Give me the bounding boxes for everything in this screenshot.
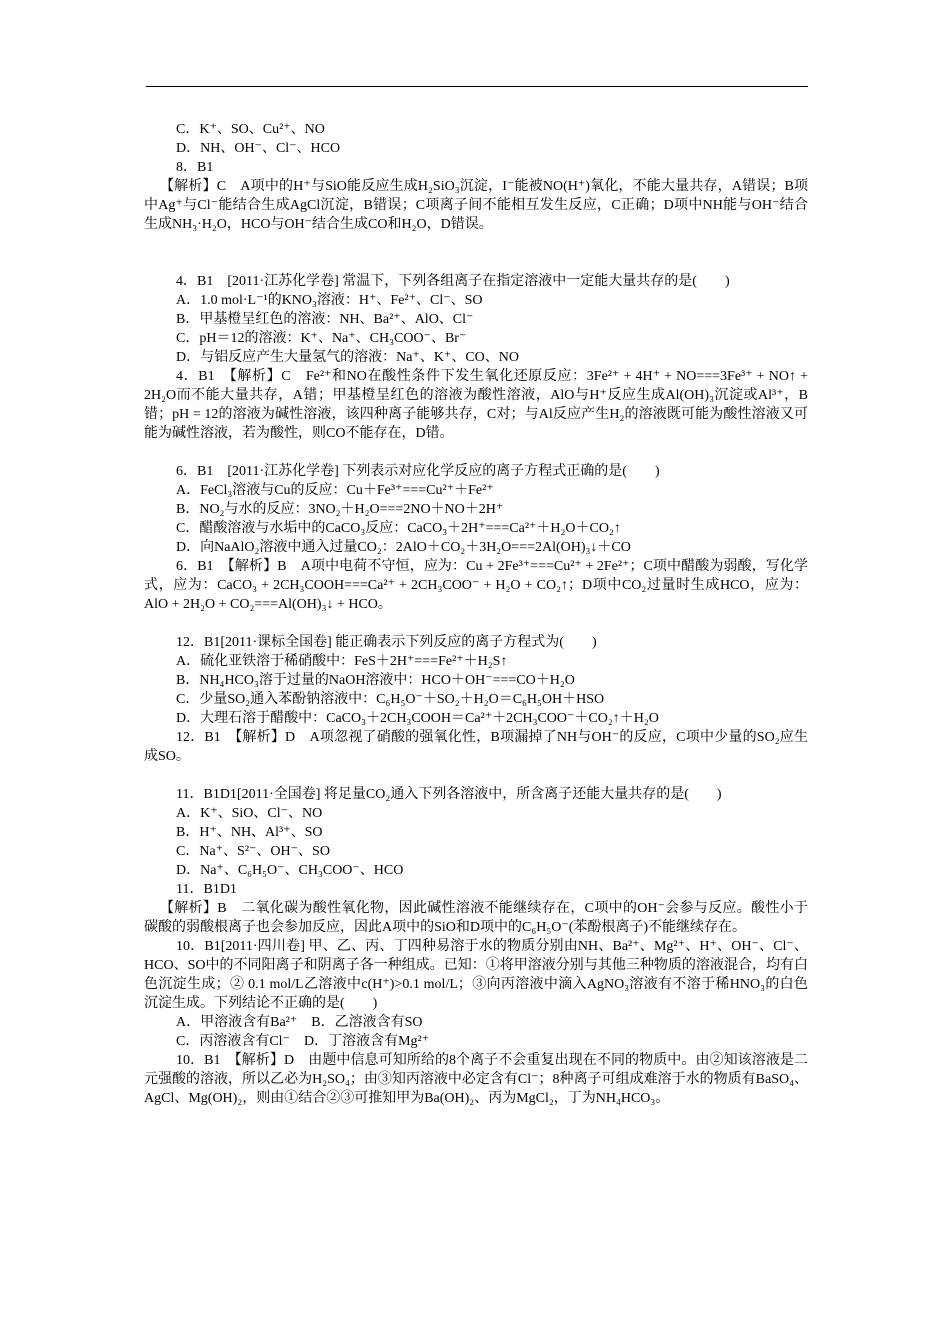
question-4: 4．B1 [2011·江苏化学卷] 常温下，下列各组离子在指定溶液中一定能大量共存的是( ) [176, 274, 730, 289]
solution-paragraph: 【解析】C A项中的H⁺与SiO能反应生成H₂SiO₃沉淀，I⁻能被NO(H⁺)氧化，不能大量共存，A错误；B项中Ag⁺与Cl⁻能结合生成AgCl沉淀，B错误；C项离子间不能相互发生反应，C正确；D项中NH能与OH⁻结合生成NH₃·H₂O，HCO与OH⁻结合生成CO和H₂O，D错误。 [144, 179, 808, 232]
option-line: B．NO₂与水的反应：3NO₂＋H₂O===2NO＋NO＋2H⁺ [176, 502, 504, 517]
option-line: B．甲基橙呈红色的溶液：NH、Ba²⁺、AlO、Cl⁻ [176, 312, 474, 327]
option-line: D．大理石溶于醋酸中：CaCO₃＋2CH₃COOH＝Ca²⁺＋2CH₃COO⁻＋CO₂↑＋H₂O [176, 711, 659, 726]
option-line: C．pH＝12的溶液：K⁺、Na⁺、CH₃COO⁻、Br⁻ [176, 331, 467, 346]
question-11: 11．B1D1[2011·全国卷] 将足量CO₂通入下列各溶液中，所含离子还能大量共存的是( ) [176, 787, 722, 802]
solution-paragraph: 10．B1 【解析】D 由题中信息可知所给的8个离子不会重复出现在不同的物质中。由②知该溶液是二元强酸的溶液，所以乙必为H₂SO₄；由③知丙溶液中必定含有Cl⁻；8种离子可组成难溶于水的物质有BaSO₄、AgCl、Mg(OH)₂，则由①结合②③可推知甲为Ba(OH)₂、丙为MgCl₂，丁为NH₄HCO₃。 [144, 1053, 808, 1106]
text-line: D．NH、OH⁻、Cl⁻、HCO [176, 141, 341, 156]
solution-paragraph: 【解析】B 二氧化碳为酸性氧化物，因此碱性溶液不能继续存在，C项中的OH⁻会参与反应。酸性小于碳酸的弱酸根离子也会参加反应，因此A项中的SiO和D项中的C₆H₅O⁻(苯酚根离子)不能继续存在。 [144, 901, 808, 935]
solution-paragraph: 6．B1 【解析】B A项中电荷不守恒，应为：Cu + 2Fe³⁺===Cu²⁺ + 2Fe²⁺；C项中醋酸为弱酸，写化学式，应为：CaCO₃ + 2CH₃COOH===Ca²⁺ + 2CH₃COO⁻ + H₂O + CO₂↑；D项中CO₂过量时生成HCO，应为：AlO + 2H₂O + CO₂===Al(OH)₃↓ + HCO。 [144, 559, 808, 612]
option-line: D．向NaAlO₂溶液中通入过量CO₂：2AlO＋CO₂＋3H₂O===2Al(OH)₃↓＋CO [176, 540, 631, 555]
option-line: C．丙溶液含有Cl⁻ D．丁溶液含有Mg²⁺ [176, 1034, 430, 1049]
solution-paragraph: 12．B1 【解析】D A项忽视了硝酸的强氧化性，B项漏掉了NH与OH⁻的反应，C项中少量的SO₂应生成SO。 [144, 730, 808, 764]
option-line: A．甲溶液含有Ba²⁺ B．乙溶液含有SO [176, 1015, 423, 1030]
document-body [144, 120, 808, 1108]
top-rule [146, 86, 808, 87]
option-line: A．K⁺、SiO、Cl⁻、NO [176, 806, 323, 821]
option-line: C．Na⁺、S²⁻、OH⁻、SO [176, 844, 330, 859]
question-6: 6．B1 [2011·江苏化学卷] 下列表示对应化学反应的离子方程式正确的是( ) [176, 464, 660, 479]
option-line: B．NH₄HCO₃溶于过量的NaOH溶液中：HCO＋OH⁻===CO＋H₂O [176, 673, 575, 688]
text-line: 11．B1D1 [176, 882, 237, 897]
option-line: C．醋酸溶液与水垢中的CaCO₃反应：CaCO₃＋2H⁺===Ca²⁺＋H₂O＋CO₂↑ [176, 521, 621, 536]
solution-paragraph: 4．B1 【解析】C Fe²⁺和NO在酸性条件下发生氧化还原反应：3Fe²⁺ + 4H⁺ + NO===3Fe³⁺ + NO↑ + 2H₂O而不能大量共存，A错；甲基橙呈红色的溶液为酸性溶液，AlO与H⁺反应生成Al(OH)₃沉淀或Al³⁺，B错；pH = 12的溶液为碱性溶液，该四种离子能够共存，C对；与Al反应产生H₂的溶液既可能为酸性溶液又可能为碱性溶液，若为酸性，则CO不能存在，D错。 [144, 369, 808, 441]
option-line: A．硫化亚铁溶于稀硝酸中：FeS＋2H⁺===Fe²⁺＋H₂S↑ [176, 654, 508, 669]
text-line: 8．B1 [176, 160, 214, 175]
option-line: D．与铝反应产生大量氢气的溶液：Na⁺、K⁺、CO、NO [176, 350, 519, 365]
option-line: D．Na⁺、C₆H₅O⁻、CH₃COO⁻、HCO [176, 863, 404, 878]
question-12: 12．B1[2011·课标全国卷] 能正确表示下列反应的离子方程式为( ) [176, 635, 597, 650]
question-10: 10．B1[2011·四川卷] 甲、乙、丙、丁四种易溶于水的物质分别由NH、Ba²⁺、Mg²⁺、H⁺、OH⁻、Cl⁻、HCO、SO中的不同阳离子和阴离子各一种组成。已知：①将甲溶液分别与其他三种物质的溶液混合，均有白色沉淀生成；② 0.1 mol/L乙溶液中c(H⁺)>0.1 mol/L；③向丙溶液中滴入AgNO₃溶液有不溶于稀HNO₃的白色沉淀生成。下列结论不正确的是( ) [144, 939, 808, 1011]
option-line: A．FeCl₃溶液与Cu的反应：Cu＋Fe³⁺===Cu²⁺＋Fe²⁺ [176, 483, 494, 498]
option-line: C．少量SO₂通入苯酚钠溶液中：C₆H₅O⁻＋SO₂＋H₂O＝C₆H₅OH＋HSO [176, 692, 605, 707]
text-line: C．K⁺、SO、Cu²⁺、NO [176, 122, 325, 137]
option-line: B．H⁺、NH、Al³⁺、SO [176, 825, 323, 840]
option-line: A．1.0 mol·L⁻¹的KNO₃溶液：H⁺、Fe²⁺、Cl⁻、SO [176, 293, 483, 308]
